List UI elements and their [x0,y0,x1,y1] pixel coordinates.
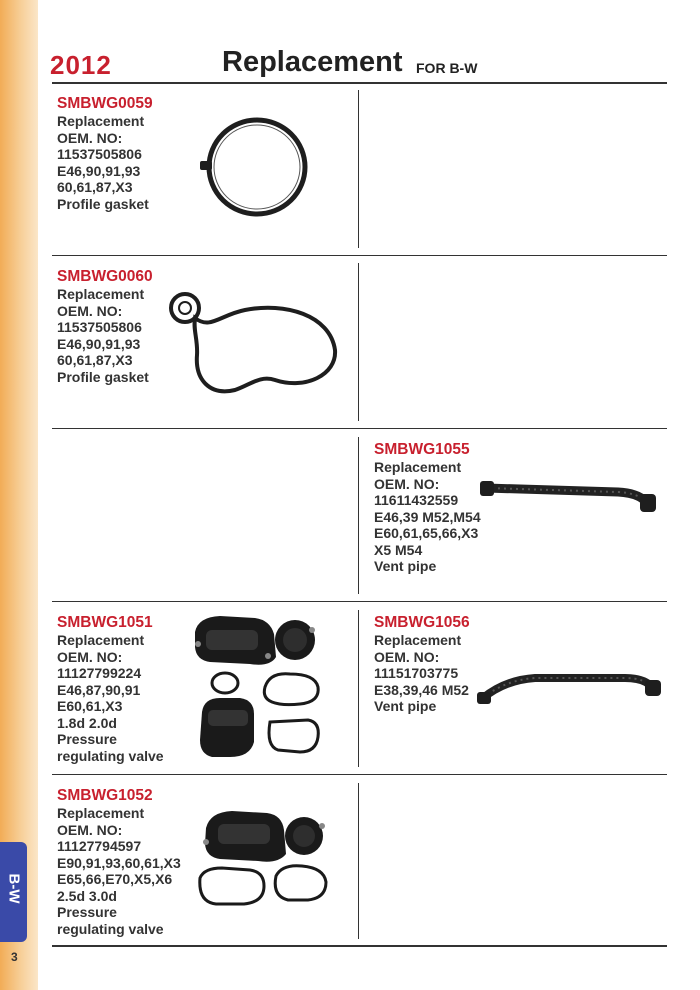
footer-rule [52,945,667,947]
vent-pipe-image [475,668,665,708]
part-name: Pressure [57,904,117,920]
product-type: Replacement [57,632,145,648]
row-divider [52,428,667,429]
oem-label: OEM. NO: [374,475,440,492]
product-entry[interactable] [57,95,153,212]
fitment: E46,87,90,91 [57,681,141,698]
oem-number: 11127799224 [57,665,142,681]
product-entry[interactable] [57,787,181,937]
product-type: Replacement [57,113,145,129]
fitment: 60,61,87,X3 [57,352,133,368]
header-rule [52,82,667,84]
fitment: 60,61,87,X3 [57,179,133,195]
product-entry[interactable] [57,614,164,764]
part-name: regulating valve [57,920,164,937]
part-name: Vent pipe [374,698,437,714]
oem-label: OEM. NO: [57,648,123,665]
part-name: Profile gasket [57,195,149,212]
oem-number: 11537505806 [57,319,142,335]
section-tab-label: B-W [5,873,23,904]
product-type: Replacement [374,632,462,648]
oem-number: 11127794597 [57,838,142,854]
product-type: Replacement [374,459,462,475]
oem-label: OEM. NO: [374,648,440,665]
fitment: E60,61,65,66,X3 [374,525,479,541]
oem-label: OEM. NO: [57,129,123,146]
vent-pipe-image [478,478,663,518]
round-gasket-image [195,115,320,220]
oem-label: OEM. NO: [57,821,123,838]
valve-kit-image [192,806,332,911]
part-name: regulating valve [57,747,164,764]
row-divider [52,774,667,775]
fitment: E46,90,91,93 [57,335,141,352]
fitment: 1.8d 2.0d [57,714,117,731]
product-type: Replacement [57,805,145,821]
product-code: SMBWG1052 [57,787,153,804]
fitment: E60,61,X3 [57,698,123,714]
fitment: E46,90,91,93 [57,162,141,179]
valve-kit-image [190,612,325,762]
product-code: SMBWG0060 [57,268,153,285]
column-divider [358,263,359,421]
fitment: 2.5d 3.0d [57,887,117,904]
product-code: SMBWG1051 [57,614,153,631]
column-divider [358,783,359,939]
fitment: X5 M54 [374,541,423,558]
column-divider [358,90,359,248]
page-subtitle: FOR B-W [416,60,478,76]
column-divider [358,437,359,594]
part-name: Pressure [57,731,117,747]
part-name: Vent pipe [374,558,437,574]
oem-number: 11537505806 [57,146,142,162]
profile-gasket-image [165,290,345,400]
product-type: Replacement [57,286,145,302]
catalog-year: 2012 [50,50,112,80]
oem-number: 11611432559 [374,492,459,508]
column-divider [358,610,359,767]
product-entry[interactable] [57,268,153,385]
oem-number: 11151703775 [374,665,459,681]
product-code: SMBWG0059 [57,95,153,112]
product-entry[interactable] [374,614,470,715]
product-code: SMBWG1055 [374,441,470,458]
page-title: Replacement [222,46,403,78]
row-divider [52,601,667,602]
product-entry[interactable] [374,441,481,575]
fitment: E46,39 M52,M54 [374,508,481,525]
fitment: E90,91,93,60,61,X3 [57,854,181,871]
row-divider [52,255,667,256]
section-tab[interactable] [0,842,27,942]
part-name: Profile gasket [57,368,149,385]
fitment: E38,39,46 M52 [374,681,469,698]
oem-label: OEM. NO: [57,302,123,319]
page-number: 3 [11,950,18,964]
product-code: SMBWG1056 [374,614,470,631]
fitment: E65,66,E70,X5,X6 [57,871,173,887]
